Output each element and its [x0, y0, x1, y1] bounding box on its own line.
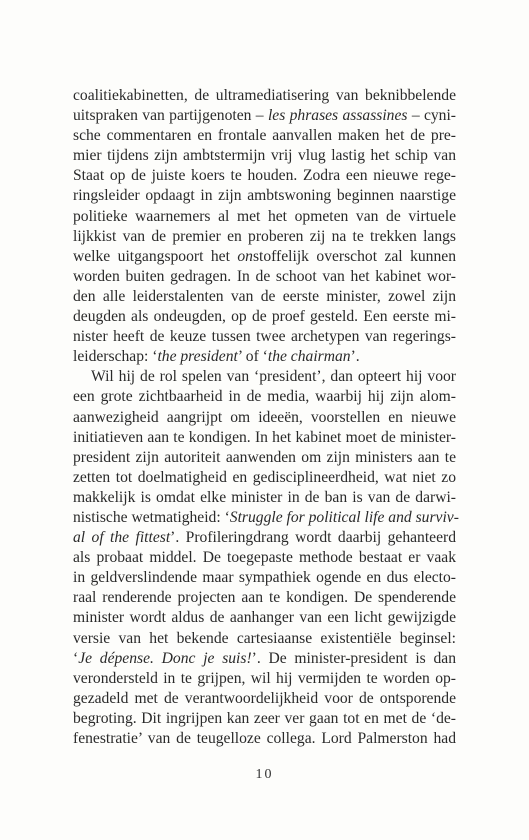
text-run: worden buiten gedragen. In de schoot van het kabinet wor-: [73, 267, 456, 285]
text-line: [73, 408, 456, 428]
text-line: [73, 207, 456, 227]
italic-text: Struggle for political life and surviv-: [229, 508, 459, 526]
text-line: [73, 508, 459, 528]
text-line: [73, 126, 456, 146]
text-run: uitspraken van partijgenoten –: [73, 107, 268, 125]
text-line: [73, 387, 456, 407]
text-run: ’.: [350, 348, 360, 366]
text-line: [73, 307, 456, 327]
text-line: [73, 146, 456, 166]
text-run: versie van het bekende cartesiaanse existentiële beginsel:: [73, 629, 456, 647]
text-line: [73, 186, 456, 206]
text-line: [73, 548, 456, 568]
text-run: in geldverslindende maar sympathiek ogende en dus electo-: [73, 569, 456, 587]
text-line: [73, 247, 456, 267]
text-run: Staat op de juiste koers te houden. Zodra een nieuwe rege-: [73, 167, 456, 185]
text-line: [73, 468, 456, 488]
text-run: ‘: [73, 649, 79, 667]
text-run: den alle leiderstalenten van de eerste minister, zowel zijn: [73, 287, 456, 305]
text-line: [73, 267, 456, 287]
text-run: ’ of ‘: [237, 348, 268, 366]
text-run: nistische wetmatigheid: ‘: [73, 508, 230, 526]
text-run: lijkkist van de premier en proberen zij na te trekken langs: [73, 227, 456, 245]
text-run: fenestratie’ van de teugelloze collega. Lord Palmerston had: [73, 730, 456, 747]
text-line: [73, 588, 456, 608]
text-line: [73, 488, 456, 508]
text-line: [73, 568, 456, 588]
text-run: als probaat middel. De toegepaste methode bestaat er vaak: [73, 549, 456, 567]
text-run: stoffelijk overschot zal kunnen: [252, 247, 456, 265]
text-run: Wil hij de rol spelen van ‘president’, dan opteert hij voor: [91, 368, 456, 386]
text-line: [73, 428, 456, 448]
text-run: leiderschap: ‘: [73, 348, 158, 366]
text-run: makkelijk is omdat elke minister in de ban is van de darwi-: [73, 488, 456, 506]
text-run: verondersteld in te grijpen, wil hij vermijden te worden op-: [73, 669, 456, 687]
text-run: ringsleider opdaagt in zijn ambtswoning beginnen naarstige: [73, 187, 456, 205]
italic-text: the chairman: [267, 348, 351, 366]
text-run: politieke waarnemers al met het opmeten van de virtuele: [73, 207, 456, 225]
text-line: [73, 709, 456, 729]
italic-text: al of the fittest: [73, 529, 171, 547]
text-line: [73, 106, 456, 126]
text-run: coalitiekabinetten, de ultramediatisering van beknibbelende: [73, 87, 456, 104]
text-line: [73, 729, 456, 749]
body-text: [73, 86, 459, 749]
text-line: [73, 608, 456, 628]
text-line: [73, 367, 456, 387]
text-run: gezadeld met de verantwoordelijkheid voor de ontsporende: [73, 689, 456, 707]
text-line: [73, 287, 456, 307]
text-run: ’. De minister-president is dan: [251, 649, 456, 667]
text-run: zetten tot doelmatigheid en gedisciplineerdheid, wat niet zo: [73, 468, 456, 486]
text-run: mier tijdens zijn ambtstermijn vrij vlug lastig het schip van: [73, 147, 456, 165]
text-run: nister heeft de keuze tussen twee archetypen van regerings-: [73, 328, 456, 346]
text-run: begroting. Dit ingrijpen kan zeer ver gaan tot en met de ‘de-: [73, 709, 456, 727]
text-run: aanwezigheid aangrijpt om ideeën, voorstellen en nieuwe: [73, 408, 456, 426]
text-run: raal renderende projecten aan te kondigen. De spenderende: [73, 589, 456, 607]
text-line: [73, 669, 456, 689]
text-run: president zijn autoriteit aanwenden om zijn ministers aan te: [73, 448, 456, 466]
text-line: [73, 689, 456, 709]
text-run: initiatieven aan te kondigen. In het kabinet moet de minister-: [73, 428, 456, 446]
italic-text: the president: [157, 348, 238, 366]
text-line: [73, 327, 456, 347]
text-run: een grote zichtbaarheid in de media, waarbij hij zijn alom-: [73, 388, 456, 406]
page-number: 10: [255, 767, 274, 782]
text-run: ’. Profileringdrang wordt daarbij gehanteerd: [170, 529, 456, 547]
text-run: sche commentaren en frontale aanvallen maken het de pre-: [73, 127, 456, 145]
text-line: [73, 528, 456, 548]
text-run: deugden als ondeugden, op de proef gesteld. Een eerste mi-: [73, 308, 456, 326]
italic-text: les phrases assassines: [267, 107, 408, 125]
text-line: [73, 649, 456, 669]
text-line: [73, 448, 456, 468]
italic-text: Je dépense. Donc je suis!: [78, 649, 252, 667]
italic-text: on: [237, 247, 253, 265]
text-run: minister wordt aldus de aanhanger van een licht gewijzigde: [73, 609, 456, 627]
text-line: [73, 347, 456, 367]
text-line: [73, 227, 456, 247]
text-run: – cyni-: [407, 107, 457, 125]
text-line: [73, 166, 456, 186]
text-run: welke uitgangspoort het: [73, 247, 238, 265]
text-line: [73, 86, 456, 106]
text-line: [73, 629, 456, 649]
